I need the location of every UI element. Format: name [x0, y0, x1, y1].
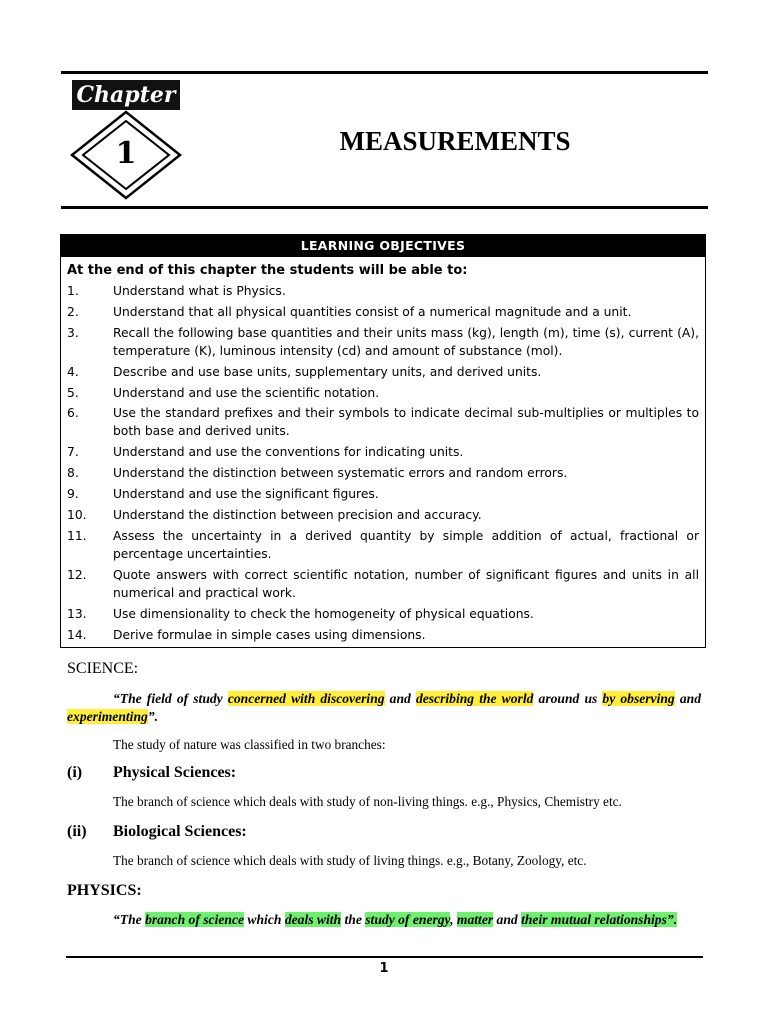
objective-number: 2. — [67, 304, 79, 319]
objective-item — [67, 506, 699, 524]
definition-text: and — [384, 691, 416, 706]
chapter-number: 1 — [115, 136, 137, 171]
highlighted-phrase: deals with — [284, 912, 342, 927]
objective-text: Understand and use the conventions for indicating units. — [113, 445, 464, 460]
branch-biological — [67, 822, 701, 870]
branch-title: Physical Sciences: — [113, 764, 237, 781]
objective-item — [67, 566, 699, 602]
highlighted-phrase: concerned with discovering — [227, 691, 385, 706]
objective-item — [67, 485, 699, 503]
highlighted-phrase: branch of science — [145, 912, 245, 927]
objective-item — [67, 443, 699, 461]
objective-number: 8. — [67, 466, 79, 481]
branch-heading — [67, 763, 701, 783]
objective-item — [67, 626, 699, 644]
objective-text: Recall the following base quantities and their units mass (kg), length (m), time (s), current (A), temperature (K), luminous intensity (cd) and amount of substance (mol). — [113, 325, 699, 358]
science-heading: SCIENCE: — [67, 660, 139, 677]
definition-text: around us — [533, 691, 603, 706]
objective-text: Use the standard prefixes and their symbols to indicate decimal sub-multiplies or multiples to both base and derived units. — [113, 406, 699, 439]
physics-heading: PHYSICS: — [67, 882, 142, 899]
objective-number: 12. — [67, 567, 87, 582]
objective-item — [67, 384, 699, 402]
learning-objectives-intro: At the end of this chapter the students will be able to: — [67, 263, 468, 278]
objective-number: 9. — [67, 487, 79, 502]
branch-title: Biological Sciences: — [113, 823, 247, 840]
definition-text: and — [493, 912, 522, 927]
objective-text: Use dimensionality to check the homogeneity of physical equations. — [113, 606, 534, 621]
definition-text: which — [244, 912, 285, 927]
objective-text: Understand the distinction between precision and accuracy. — [113, 508, 482, 523]
objective-number: 10. — [67, 508, 87, 523]
highlighted-phrase: experimenting — [67, 709, 148, 724]
objective-text: Derive formulae in simple cases using dimensions. — [113, 627, 426, 642]
top-rule — [61, 71, 708, 74]
branch-number: (ii) — [67, 823, 87, 840]
objective-number: 4. — [67, 364, 79, 379]
definition-text: ”. — [147, 709, 159, 724]
chapter-label: Chapter — [72, 80, 180, 110]
objective-item — [67, 464, 699, 482]
definition-text: , — [450, 912, 457, 927]
objective-number: 7. — [67, 445, 79, 460]
objective-text: Assess the uncertainty in a derived quantity by simple addition of actual, fractional or percentage uncertainties. — [113, 528, 699, 561]
objective-text: Understand and use the scientific notation. — [113, 385, 380, 400]
objective-text: Understand what is Physics. — [113, 284, 286, 298]
branch-heading — [67, 822, 701, 842]
objective-number: 5. — [67, 385, 79, 400]
chapter-title: MEASUREMENTS — [339, 126, 571, 156]
branches-intro: The study of nature was classified in two branches: — [113, 737, 386, 752]
objective-item — [67, 363, 699, 381]
header-bottom-rule — [61, 206, 708, 209]
highlighted-phrase: study of energy — [365, 912, 451, 927]
main-content — [67, 659, 701, 929]
science-definition — [67, 690, 701, 726]
learning-objectives-heading: LEARNING OBJECTIVES — [61, 235, 705, 257]
learning-objectives-list — [61, 282, 705, 644]
objective-item — [67, 324, 699, 360]
objective-text: Understand and use the significant figures. — [113, 487, 379, 502]
objective-number: 6. — [67, 406, 79, 421]
highlighted-phrase: by observing — [602, 691, 675, 706]
physics-definition — [67, 911, 701, 929]
objective-item — [67, 605, 699, 623]
objective-text: Understand that all physical quantities consist of a numerical magnitude and a unit. — [113, 304, 632, 319]
objective-number: 14. — [67, 627, 87, 642]
objective-item — [67, 282, 699, 300]
highlighted-phrase: their mutual relationships”. — [521, 912, 678, 927]
objective-text: Quote answers with correct scientific notation, number of significant figures and units in all numerical and practical work. — [113, 567, 699, 600]
objective-item — [67, 404, 699, 440]
objective-number: 11. — [67, 528, 87, 543]
objective-text: Describe and use base units, supplementary units, and derived units. — [113, 364, 542, 379]
learning-objectives-box — [60, 234, 706, 648]
definition-text: and — [674, 691, 701, 706]
highlighted-phrase: matter — [456, 912, 494, 927]
definition-text: “The field of study — [113, 691, 228, 706]
footer-rule — [66, 956, 703, 958]
objective-item — [67, 527, 699, 563]
highlighted-phrase: describing the world — [415, 691, 534, 706]
page-number: 1 — [379, 961, 389, 976]
branch-physical — [67, 763, 701, 811]
definition-text: “The — [113, 912, 146, 927]
objective-number: 1. — [67, 284, 79, 298]
branch-description: The branch of science which deals with study of living things. e.g., Botany, Zoology, etc. — [113, 853, 587, 868]
definition-text: the — [341, 912, 366, 927]
objective-number: 3. — [67, 325, 79, 340]
objective-number: 13. — [67, 606, 87, 621]
objective-item — [67, 303, 699, 321]
objective-text: Understand the distinction between systematic errors and random errors. — [113, 466, 568, 481]
branch-number: (i) — [67, 764, 83, 781]
branch-description: The branch of science which deals with study of non-living things. e.g., Physics, Chemistry etc. — [113, 794, 622, 809]
